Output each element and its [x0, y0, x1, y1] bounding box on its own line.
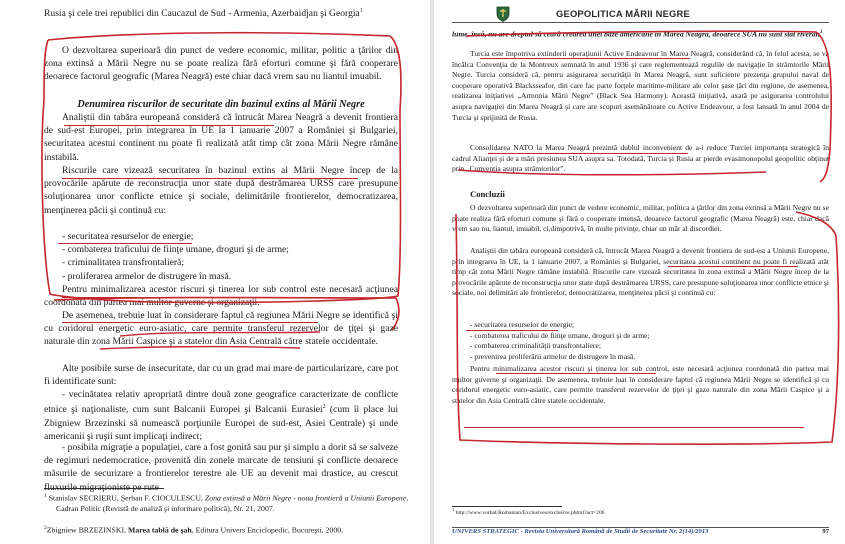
- page-gutter: [430, 0, 434, 544]
- list-item: - securitatea resurselor de energie;: [470, 320, 575, 329]
- red-underline-mark: [480, 58, 690, 59]
- left-para-riscurile: Riscurile care vizează securitatea în bazinul extins al Mării Negre încep de la provocările apărute de reconstrucţia unor state după destrămarea URSS care presupune soluţionarea unor conflicte etnice şi sociale, delimitările frontierelor, democratizarea, menţinerea păcii şi continuă cu:: [44, 165, 398, 216]
- left-para-analistii: Analiştii din tabăra europeană consideră că întrucât Marea Neagră a devenit frontiera de sud-est Europei, prin integrarea în UE la 1 ianuarie 2007 a României şi Bulgariei, securitatea acestui continent nu poate fi realizată atât timp cât zona Mării Negre rămâne instabilă.: [44, 112, 398, 163]
- red-underline-mark: [488, 153, 688, 154]
- right-para-consolidarea: Consolidarea NATO la Marea Neagră prezintă dublul inconvenient de a-i reduce Turciei importanţa strategică în cadrul Alianţei şi de a mări presiunea SUA asupra sa. Totodată, Turcia şi Rusia ar pierde evasimonopolul geopolitic obţinut prin „Convenţia asupra strâmtorilor”.: [452, 143, 829, 174]
- list-item: - criminalitatea transfrontalieră;: [62, 257, 184, 269]
- right-para-pentru: Pentru minimalizarea acestor riscuri şi ţinerea lor sub control, este necesară acţiunea coordonată din partea mai multor guverne şi organizaţii. De asemenea, trebuie luat în considerare faptul că regiunea Mării Negre se identifică şi cu coridorul energetic euro-asiatic, care permite transferul rezervelor de ţiţei şi gaze naturale din zona Mării Caspice şi a statelor din Asia Centrală către statele occidentale.: [452, 364, 829, 405]
- list-item: - securitatea resurselor de energie;: [62, 231, 194, 242]
- red-underline-mark: [62, 297, 348, 298]
- red-underline-mark: [466, 330, 558, 331]
- page-footer: [452, 528, 829, 535]
- red-underline-mark: [62, 322, 318, 323]
- left-top-line: Rusia şi cele trei republici din Caucazul de Sud - Armenia, Azerbaidjan şi Georgia$^1$: [44, 8, 363, 20]
- left-footnote-2: $^2$Zbigniew BRZEZINSKI, Marea tablă de şah, Editura Univers Enciclopedic, Bucureşti, 2000.: [44, 525, 344, 535]
- red-underline-mark: [58, 243, 192, 244]
- red-underline-mark: [668, 266, 798, 267]
- left-section-title: Denumirea riscurilor de securitate din bazinul extins al Mării Negre: [77, 99, 365, 110]
- right-risk-list: [470, 320, 820, 362]
- right-footnote: $^1$ http://www.vorbal/Romanian/Exclusives/exclusive.phtml?act=206: [452, 508, 605, 516]
- footnote-url-link[interactable]: http://www.vorbal/Romanian/Exclusives/exclusive.phtml?act=206: [455, 509, 605, 516]
- header-rule: [452, 22, 829, 23]
- right-quote: lume, însă, nu are dreptul să ceară crearea unei baze americane în Marea Neagră, deoarece SUA nu sunt stat riveran$^1$: [452, 29, 823, 39]
- left-para-vecinatatea: - vecinătatea relativ apropriată dintre două zone geografice caracterizate de conflicte etnice şi naţionaliste, cum sunt Balcanii Europei şi Balcanii Eurasiei$^2$ (cum îi place lui Zbigniew Brzezinski să numească porţiunile Europei de sud-est, Asiei Centrale) şi unde americanii şi ruşii sunt implicaţi indirect;: [44, 389, 398, 442]
- list-item: - combaterea criminalităţii transfrontaliere;: [470, 341, 601, 351]
- footer-journal: UNIVERS STRATEGIC - Revista Universitară Română de Studii de Securitate Nr. 2(14)/2013: [452, 528, 709, 535]
- right-para-turcia: Turcia este împotriva extinderii operaţiunii Active Endeavour în Marea Neagră, considerând că, în felul acesta, se va încălca Convenţia de la Montreux semnată în anul 1936 şi care reglementează regulile de navigaţie în strâmtorile Mării Negre. Turcia consideră că, pentru asigurarea securităţii în Marea Neagră, sunt suficiente prezenţa grupului naval de cooperare operativă Blacksseafor, din care fac parte forţele maritime-militare ale celor şase ţări din regiune, de asemenea, realizarea iniţiativei „Armonia Mării Negre” (Black Sea Harmony). Această iniţiativă, axată pe asigurarea controlului asupra navigaţiei din Marea Neagră şi care are scopuri asemănătoare cu Active Endeavour, a fost lansată în anul 2004 de Turcia şi sprijinită de Rusia.: [452, 49, 829, 122]
- red-underline-mark: [464, 427, 804, 428]
- list-item: - prevenirea proliferării armelor de distrugere în masă.: [470, 351, 636, 361]
- right-para-dezvoltarea: O dezvoltarea superioară din punct de vedere economic, militar, politica a ţărilor din zona extinsă a Mării Negre nu se poate realiza fără eforturi comune şi fără o cooperare intensă, deoarece factorul geografic (Marea Neagră) este, chiar dacă vrem sau nu, liantul, imuabil, ci,dimpotrivă, în multe privinţe, chiar un măr al discordiei.: [452, 203, 829, 234]
- right-page: [436, 0, 845, 544]
- list-item: - combaterea traficului de fiinţe umane, droguri şi de arme;: [62, 244, 289, 256]
- red-underline-mark: [64, 125, 274, 126]
- left-para-dezvoltarea: O dezvoltarea superioară din punct de vedere economic, militar, politic a ţărilor din zona extinsă a Mării Negre nu se poate realiza fără eforturi comune şi fără cooperare deoarece factorul geografic (Marea Neagră) este chiar dacă vrem sau nu liantul imuabil.: [44, 45, 398, 83]
- red-underline-mark: [496, 373, 656, 374]
- footnote-rule: [452, 506, 562, 507]
- left-risk-list: [62, 230, 392, 283]
- left-para-deasemenea: De asemenea, trebuie luat în considerare faptul că regiunea Mării Negre se identifică şi cu coridorul energetic euro-asiatic, care permite transferul rezervelor de ţiţei şi gaze naturale din zona Mării Caspice şi a statelor din Asia Centrală către statele occidentale.: [44, 310, 398, 348]
- list-item: - proliferarea armelor de distrugere în masă.: [62, 270, 232, 282]
- university-crest-icon: [496, 6, 510, 22]
- left-footnote-1: $^1$ Stanislav SECRIERU, Şerban F. CIOCULESCU, Zona extinsă a Mării Negre - noua frontieră a Uniunii Europene, Cadran Politic (Revistă de analiză şi informare politică), Nr. 21, 2007.: [44, 493, 409, 513]
- concluzii-title: Concluzii: [470, 189, 505, 199]
- page-number: 97: [822, 528, 829, 535]
- red-underline-mark: [62, 178, 358, 179]
- right-para-analistii: Analiştii din tabăra europeană consideră că, întrucât Marea Neagră a devenit frontiera de sud-est a Uniunii Europene, prin integrarea în UE, la 1 ianuarie 2007, a României şi Bulgariei, securitatea acestui continent nu poate fi realizată atât timp cât zona Mării Negre rămâne instabilă. Riscurile care vizează securitatea în zona extinsă a Mării Negre încep de la provocările apărute de reconstrucţia unor state după destrămarea URSS, care presupune soluţionarea unor conflicte etnice şi sociale, noi delimitări ale frontierelor, democratizarea, menţinerea păcii şi continuă cu:: [452, 246, 829, 298]
- running-head: GEOPOLITICA MĂRII NEGRE: [556, 8, 690, 19]
- left-para-alte: Alte posibile surse de insecuritate, dar cu un grad mai mare de particularizare, care pot fi identificate sunt:: [44, 363, 398, 388]
- left-para-posibila: - posibila migraţie a populaţiei, care a fost gonită sau pur şi simplu a dorit să se salveze de regimuri nedemocratice, provenită din zonele marcate de tensiuni şi conflicte deoarece măsurile de securizare a frontierelor terestre ale UE au devenit mai drastice, au crescut: [44, 442, 398, 480]
- list-item: - combaterea traficului de fiinţe umane, droguri şi de arme;: [470, 330, 650, 340]
- left-para-pentru: Pentru minimalizarea acestor riscuri şi tinerea lor sub control este necesară acţiunea coordonată din partea mai multor guverne şi organizaţii.: [44, 284, 398, 309]
- footnote-rule: [44, 488, 164, 489]
